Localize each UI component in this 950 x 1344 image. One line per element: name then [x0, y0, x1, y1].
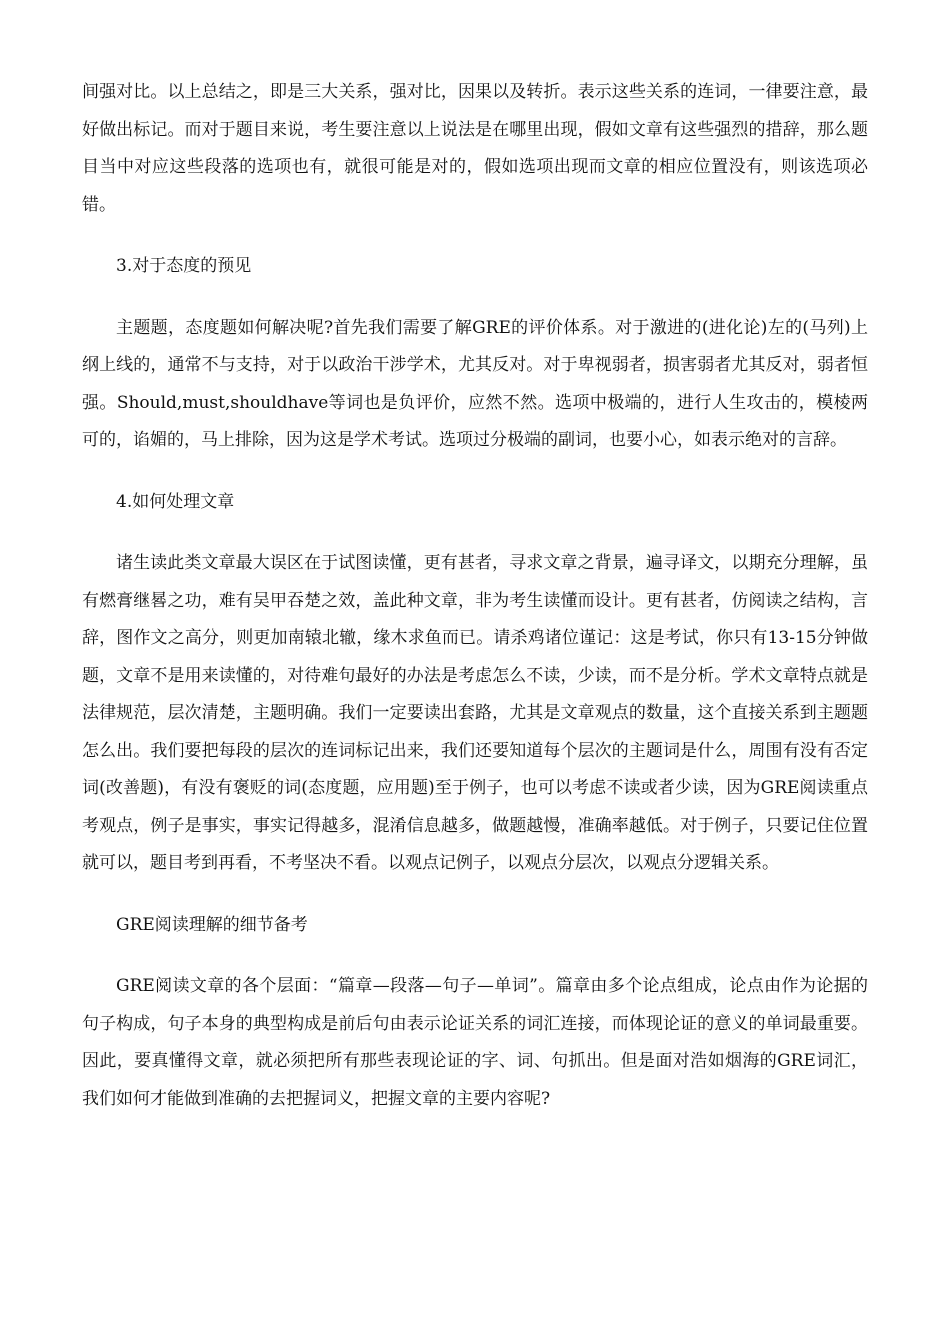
paragraph-detail-prep: GRE阅读文章的各个层面：“篇章—段落—句子—单词”。篇章由多个论点组成，论点由作为论据的句子构成，句子本身的典型构成是前后句由表示论证关系的词汇连接，而体现论证的意义的单词最重要。因此，要真懂得文章，就必须把所有那些表现论证的字、词、句抓出。但是面对浩如烟海的GRE词汇，我们如何才能做到准确的去把握词义，把握文章的主要内容呢?: [82, 976, 868, 1109]
section-heading-attitude: 3.对于态度的预见: [116, 256, 252, 276]
section-heading-detail-prep: GRE阅读理解的细节备考: [116, 914, 308, 935]
paragraph-continuation: 间强对比。以上总结之，即是三大关系，强对比，因果以及转折。表示这些关系的连词，一律要注意，最好做出标记。而对于题目来说，考生要注意以上说法是在哪里出现，假如文章有这些强烈的措辞，那么题目当中对应这些段落的选项也有，就很可能是对的，假如选项出现而文章的相应位置没有，则该选项必错。: [82, 82, 868, 215]
paragraph-attitude: 主题题，态度题如何解决呢?首先我们需要了解GRE的评价体系。对于激进的(进化论)左的(马列)上纲上线的，通常不与支持，对于以政治干涉学术，尤其反对。对于卑视弱者，损害弱者尤其反对，弱者恒强。Should,must,shouldhave等词也是负评价，应然不然。选项中极端的，进行人生攻击的，模棱两可的，谄媚的，马上排除，因为这是学术考试。选项过分极端的副词，也要小心，如表示绝对的言辞。: [82, 317, 868, 450]
document-body: [82, 74, 868, 1142]
section-heading-article-handling: 4.如何处理文章: [116, 491, 235, 512]
paragraph-article-handling: 诸生读此类文章最大误区在于试图读懂，更有甚者，寻求文章之背景，遍寻译文，以期充分理解，虽有燃膏继晷之功，难有吴甲吞楚之效，盖此种文章，非为考生读懂而设计。更有甚者，仿阅读之结构，言辞，图作文之高分，则更加南辕北辙，缘木求鱼而已。请杀鸡诸位谨记：这是考试，你只有13-15分钟做题，文章不是用来读懂的，对待难句最好的办法是考虑怎么不读，少读，而不是分析。学术文章特点就是法律规范，层次清楚，主题明确。我们一定要读出套路，尤其是文章观点的数量，这个直接关系到主题题怎么出。我们要把每段的层次的连词标记出来，我们还要知道每个层次的主题词是什么，周围有没有否定词(改善题)，有没有褒贬的词(态度题，应用题)至于例子，也可以考虑不读或者少读，因为GRE阅读重点考观点，例子是事实，事实记得越多，混淆信息越多，做题越慢，准确率越低。对于例子，只要记住位置就可以，题目考到再看，不考坚决不看。以观点记例子，以观点分层次，以观点分逻辑关系。: [82, 553, 868, 873]
